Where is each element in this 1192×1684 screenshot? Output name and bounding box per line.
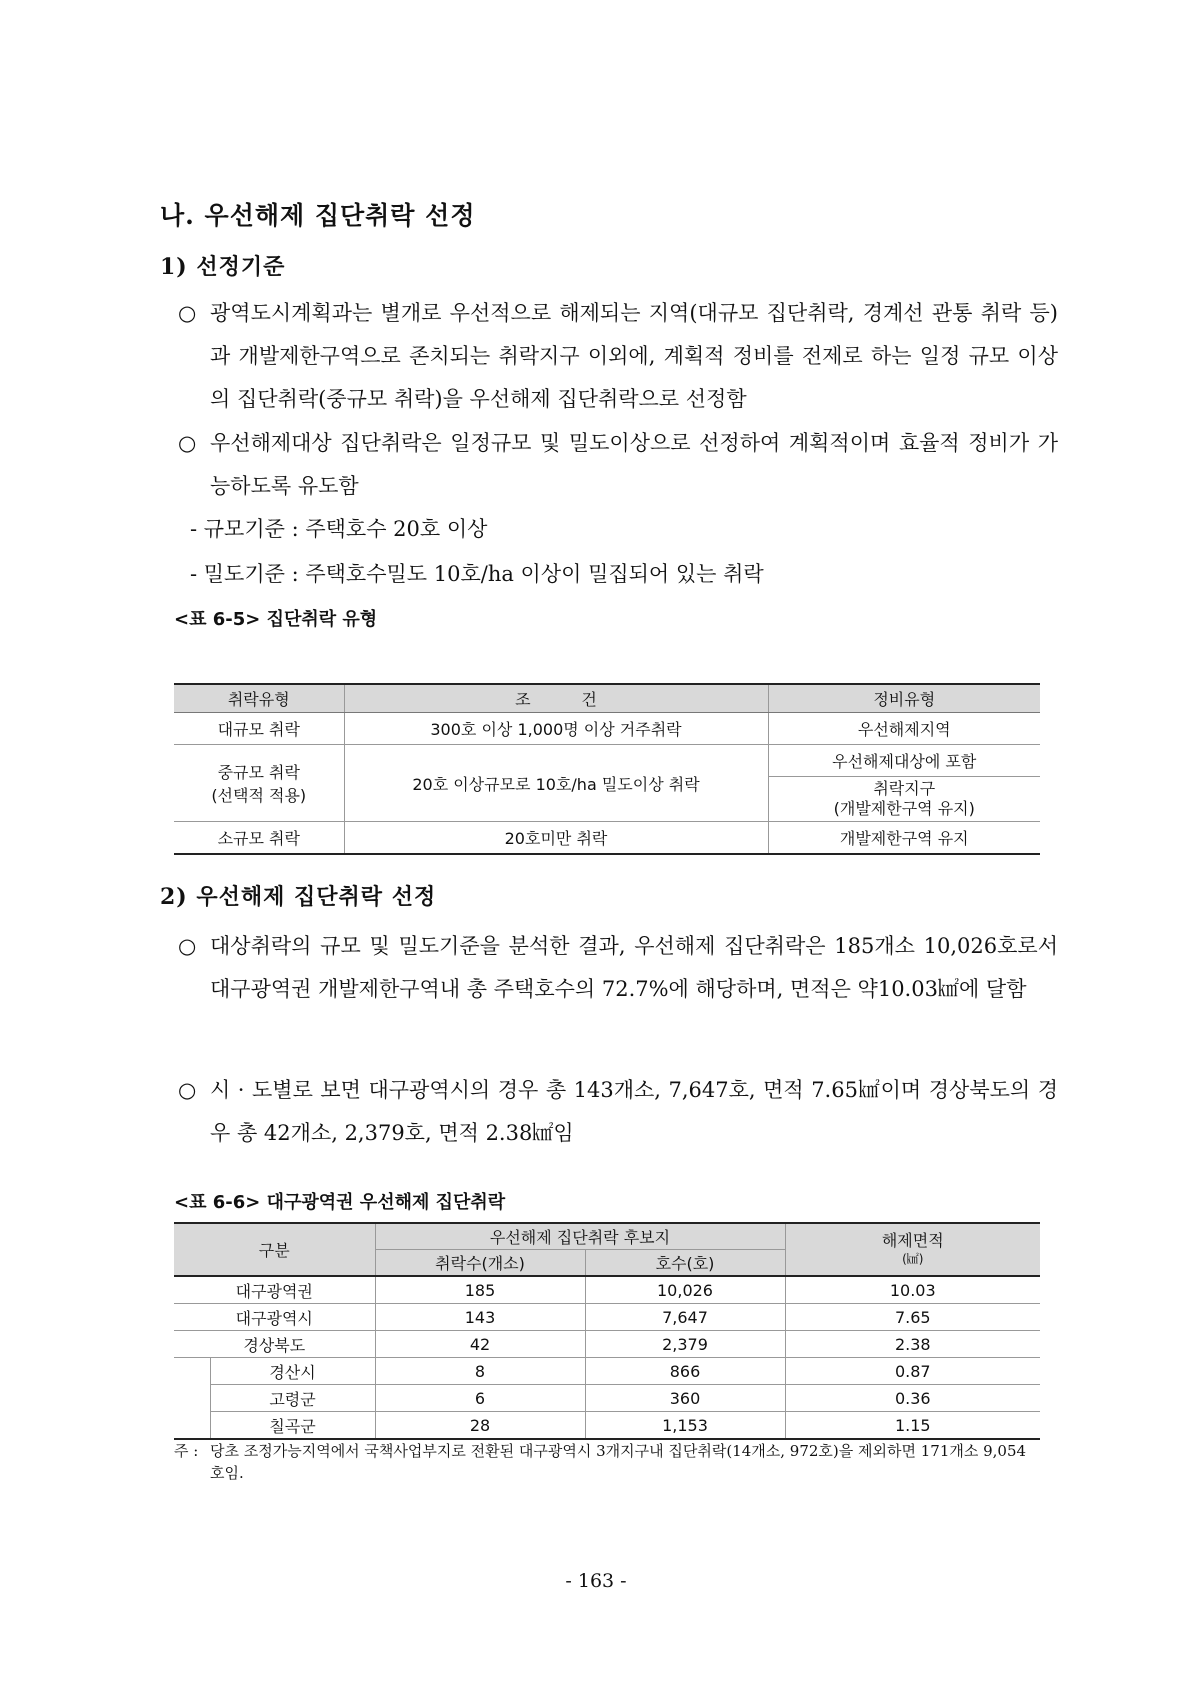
cell-subregion: 경산시 [210,1358,375,1385]
bullet-paragraph [178,292,1058,421]
bullet-mark: ○ [178,1078,197,1102]
bullet-text: 시 · 도별로 보면 대구광역시의 경우 총 143개소, 7,647호, 면적 7.65㎢이며 경상북도의 경우 총 42개소, 2,379호, 면적 2.38㎢임 [210,1078,1058,1145]
table-row [174,1412,1040,1440]
cell-count: 6 [375,1385,585,1412]
cell-area: 0.87 [785,1358,1040,1385]
cell-count: 42 [375,1331,585,1358]
cell-maintenance-main: 취락지구 [873,779,936,798]
header-area [785,1223,1040,1276]
cell-count: 185 [375,1276,585,1304]
bullet-paragraph [178,925,1058,1011]
cell-maintenance: 우선해제대상에 포함 [768,745,1040,777]
cell-area: 2.38 [785,1331,1040,1358]
header-area-unit: (㎢) [902,1251,924,1266]
header-maintenance: 정비유형 [768,684,1040,713]
cell-maintenance: 개발제한구역 유지 [768,822,1040,855]
page-number: - 163 - [565,1570,627,1592]
cell-maintenance [768,777,1040,822]
cell-area: 10.03 [785,1276,1040,1304]
cell-type: 대규모 취락 [174,713,344,745]
cell-houses: 1,153 [585,1412,785,1440]
header-condition: 조 건 [344,684,768,713]
cell-area: 0.36 [785,1385,1040,1412]
cell-condition: 20호미만 취락 [344,822,768,855]
header-count: 취락수(개소) [375,1250,585,1277]
subsection-title-2: 2) 우선해제 집단취락 선정 [160,884,437,910]
cell-maintenance-sub: (개발제한구역 유지) [833,799,975,818]
table-row [174,1276,1040,1304]
cell-houses: 2,379 [585,1331,785,1358]
table-caption-6-5: <표 6-5> 집단취락 유형 [174,609,378,630]
cell-condition: 300호 이상 1,000명 이상 거주취락 [344,713,768,745]
cell-count: 28 [375,1412,585,1440]
cell-subregion: 칠곡군 [210,1412,375,1440]
bullet-text: 광역도시계획과는 별개로 우선적으로 해제되는 지역(대규모 집단취락, 경계선 관통 취락 등)과 개발제한구역으로 존치되는 취락지구 이외에, 계획적 정비를 전제로 하는 일정 규모 이상의 집단취락(중규모 취락)을 우선해제 집단취락으로 선정함 [210,301,1058,411]
cell-count: 143 [375,1304,585,1331]
cell-maintenance: 우선해제지역 [768,713,1040,745]
cell-condition: 20호 이상규모로 10호/ha 밀도이상 취락 [344,745,768,822]
table-caption-6-6: <표 6-6> 대구광역권 우선해제 집단취락 [174,1192,506,1213]
footnote-text: 당초 조정가능지역에서 국책사업부지로 전환된 대구광역시 3개지구내 집단취락(14개소, 972호)을 제외하면 171개소 9,054호임. [210,1442,1027,1482]
bullet-text: 우선해제대상 집단취락은 일정규모 및 밀도이상으로 선정하여 계획적이며 효율적 정비가 가능하도록 유도함 [210,431,1058,498]
cell-count: 8 [375,1358,585,1385]
cell-region: 대구광역권 [174,1276,375,1304]
header-gubun: 구분 [174,1223,375,1276]
subsection-title-1: 1) 선정기준 [160,254,286,280]
cell-type-main: 중규모 취락 [217,763,300,782]
cell-type: 소규모 취락 [174,822,344,855]
cell-type-sub: (선택적 적용) [211,786,307,805]
priority-release-table [174,1222,1040,1440]
table-row [174,1358,1040,1385]
header-area-label: 해제면적 [881,1230,944,1250]
table-row [174,1331,1040,1358]
cell-region: 대구광역시 [174,1304,375,1331]
table-row [174,745,1040,777]
table-row [174,1385,1040,1412]
criteria-size: - 규모기준 : 주택호수 20호 이상 [190,517,488,541]
table-footnote [174,1440,1040,1484]
village-type-table [174,683,1040,855]
cell-houses: 866 [585,1358,785,1385]
header-candidate-group: 우선해제 집단취락 후보지 [375,1223,785,1250]
table-row [174,713,1040,745]
table-header-row [174,1223,1040,1250]
cell-type [174,745,344,822]
bullet-mark: ○ [178,934,197,958]
cell-area: 7.65 [785,1304,1040,1331]
cell-houses: 10,026 [585,1276,785,1304]
cell-subregion: 고령군 [210,1385,375,1412]
cell-area: 1.15 [785,1412,1040,1440]
header-type: 취락유형 [174,684,344,713]
footnote-label: 주 : [174,1442,199,1460]
table-row [174,1304,1040,1331]
cell-houses: 7,647 [585,1304,785,1331]
table-header-row [174,684,1040,713]
bullet-paragraph [178,422,1058,508]
bullet-paragraph [178,1069,1058,1155]
table-row [174,822,1040,855]
cell-indent [174,1358,210,1440]
bullet-text: 대상취락의 규모 및 밀도기준을 분석한 결과, 우선해제 집단취락은 185개소 10,026호로서 대구광역권 개발제한구역내 총 주택호수의 72.7%에 해당하며, 면적은 약10.03㎢에 달함 [210,934,1058,1001]
bullet-mark: ○ [178,431,197,455]
cell-houses: 360 [585,1385,785,1412]
section-heading: 나. 우선해제 집단취락 선정 [160,201,476,230]
criteria-density: - 밀도기준 : 주택호수밀도 10호/ha 이상이 밀집되어 있는 취락 [190,562,764,586]
header-houses: 호수(호) [585,1250,785,1277]
bullet-mark: ○ [178,301,197,325]
cell-region: 경상북도 [174,1331,375,1358]
